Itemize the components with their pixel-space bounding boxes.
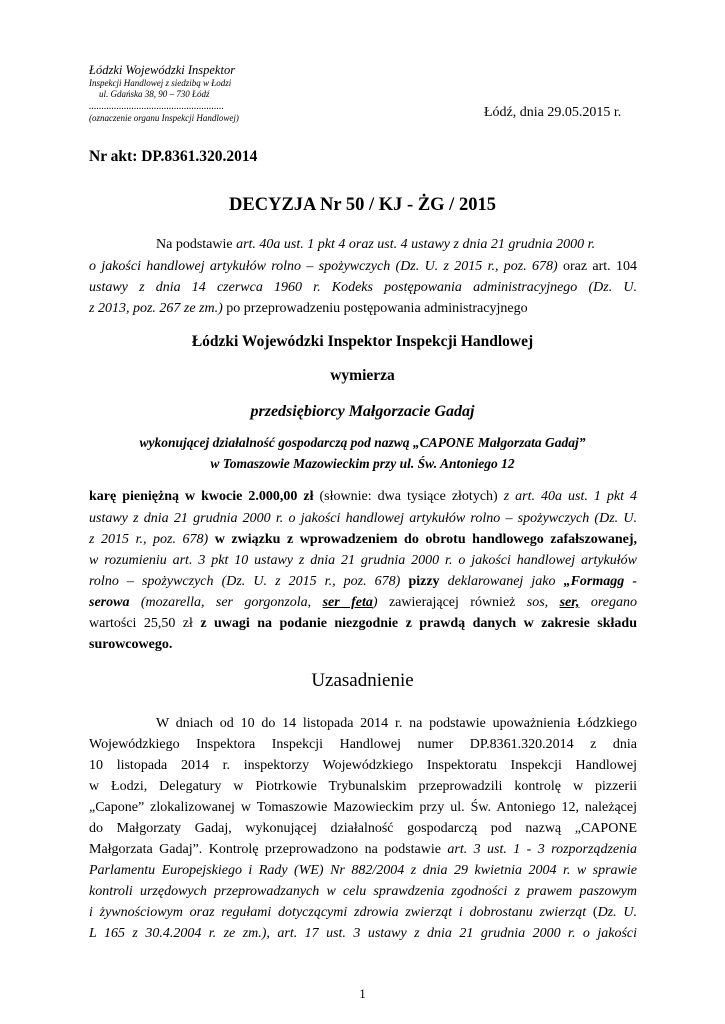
justification-line-7 (89, 843, 637, 857)
actual-ingredient-highlight: ser, (559, 595, 580, 610)
penalty-line-5 (89, 575, 637, 589)
justification-heading: Uzasadnienie (311, 670, 414, 691)
basis-ref: art. 40a ust. 1 pkt 4 oraz ust. 4 ustawy z dnia 21 grudnia 2000 r. (236, 237, 596, 252)
basis-line-3: ustawy z dnia 14 czerwca 1960 r. Kodeks postępowania administracyjnego (Dz. U. (89, 280, 637, 295)
declared-ingredients: ) (372, 595, 378, 610)
justification-line-6: do Małgorzaty Gadaj, wykonującej działalność gospodarczą pod nazwą „CAPONE (89, 821, 637, 836)
issuer-block (89, 64, 239, 123)
issuer-dotted-line: ...................................................... (89, 100, 224, 112)
penalty-reason: z uwagi na podanie niezgodnie z prawdą danych w zakresie składu (200, 616, 638, 631)
place-date: Łódź, dnia 29.05.2015 r. (484, 105, 622, 120)
justification-line-8: Parlamentu Europejskiego i Rady (WE) Nr 882/2004 z dnia 29 kwietnia 2004 r. w sprawie (89, 863, 637, 878)
justification-line-11: L 165 z 30.4.2004 r. ze zm.), art. 17 ust. 3 ustawy z dnia 21 grudnia 2000 r. o jakości (89, 926, 637, 941)
justification-line-4: w Łodzi, Delegatury w Piotrkowie Trybunalskim przeprowadzili kontrolę w pizzerii (89, 779, 637, 794)
justification-ref: art. 3 ust. 1 - 3 rozporządzenia (447, 842, 637, 857)
penalty-line-2: ustawy z dnia 21 grudnia 2000 r. o jakości handlowej artykułów rolno – spożywczych (Dz. U. (89, 511, 637, 526)
basis-line-1 (156, 238, 595, 252)
penalty-text: zawierającej również (377, 595, 527, 610)
justification-ref: Dz. U. (597, 905, 637, 920)
justification-line-1: W dniach od 10 do 14 listopada 2014 r. na podstawie upoważnienia Łódzkiego (156, 716, 637, 731)
product-value: wartości 25,50 zł (89, 616, 201, 631)
justification-text: ( (586, 905, 598, 920)
justification-line-5: „Capone” zlokalizowanej w Tomaszowie Mazowieckim przy ul. Św. Antoniego 12, należącej (89, 800, 637, 815)
penalty-line-7 (89, 617, 637, 631)
basis-ref: o jakości handlowej artykułów rolno – spożywczych (Dz. U. z 2015 r., poz. 678) (89, 259, 558, 274)
authority-name: Łódzki Wojewódzki Inspektor Inspekcji Handlowej (191, 333, 534, 350)
actual-ingredients: oregano (579, 595, 637, 610)
basis-line-4 (89, 302, 528, 316)
penalty-reason: w związku z wprowadzeniem do obrotu handlowego zafałszowanej, (208, 532, 637, 547)
basis-text: Na podstawie (156, 237, 237, 252)
file-number: Nr akt: DP.8361.320.2014 (89, 148, 258, 165)
product-label: serowa (89, 595, 130, 610)
penalty-line-3 (89, 533, 637, 547)
penalty-line-4: w rozumieniu art. 3 pkt 10 ustawy z dnia 21 grudnia 2000 r. o jakości handlowej artykułów (89, 553, 637, 568)
issuer-name: Łódzki Wojewódzki Inspektor (89, 63, 236, 77)
justification-text: Małgorzata Gadaj”. Kontrolę przeprowadzono na podstawie (89, 842, 448, 857)
penalty-words: (słownie: dwa tysiące złotych) (313, 489, 504, 504)
business-address: w Tomaszowie Mazowieckim przy ul. Św. Antoniego 12 (210, 456, 515, 471)
declared-ingredients: (mozarella, ser gorgonzola, (129, 595, 323, 610)
penalty-line-1 (89, 490, 637, 504)
justification-line-2: Wojewódzkiego Inspektora Inspekcji Handlowej numer DP.8361.320.2014 z dnia (89, 737, 637, 752)
penalty-line-8: surowcowego. (89, 637, 173, 652)
issuer-caption: (oznaczenie organu Inspekcji Handlowej) (89, 112, 239, 123)
product-name: pizzy (408, 574, 440, 589)
issuer-seat: Inspekcji Handlowej z siedzibą w Łodzi (89, 77, 232, 88)
decision-title: DECYZJA Nr 50 / KJ - ŻG / 2015 (229, 195, 496, 215)
business-name: wykonującej działalność gospodarczą pod nazwą „CAPONE Małgorzata Gadaj” (139, 435, 586, 450)
justification-ref: i żywnościowym oraz regułami dotyczącymi zdrowia zwierząt i dobrostanu zwierząt (89, 905, 587, 920)
penalty-ref: z art. 40a ust. 1 pkt 4 (503, 489, 638, 504)
penalty-text: deklarowanej jako (439, 574, 564, 589)
basis-ref: z 2013, poz. 267 ze zm.) (89, 301, 223, 316)
declared-ingredient-highlight: ser feta (322, 595, 373, 610)
issuer-address: ul. Gdańska 38, 90 – 730 Łódź (99, 88, 210, 99)
basis-line-2 (89, 260, 637, 274)
basis-text: po przeprowadzeniu postępowania administracyjnego (222, 301, 528, 316)
justification-line-9: kontroli urzędowych przeprowadzanych w celu sprawdzenia zgodności z prawem paszowym (89, 884, 637, 899)
penalty-amount: karę pieniężną w kwocie 2.000,00 zł (89, 489, 314, 504)
entrepreneur-name: przedsiębiorcy Małgorzacie Gadaj (250, 403, 475, 420)
product-label: „Formagg - (563, 574, 637, 589)
justification-line-10 (89, 906, 637, 920)
page-number: 1 (359, 986, 366, 1001)
penalty-ref: rolno – spożywczych (Dz. U. z 2015 r., poz. 678) (89, 574, 409, 589)
imposes-word: wymierza (330, 367, 395, 384)
penalty-ref: z 2015 r., poz. 678) (89, 532, 209, 547)
basis-text: oraz art. 104 (557, 259, 637, 274)
penalty-line-6 (89, 596, 637, 610)
justification-line-3: 10 listopada 2014 r. inspektorzy Wojewódzkiego Inspektoratu Inspekcji Handlowej (89, 758, 637, 773)
actual-ingredients: sos, (526, 595, 560, 610)
